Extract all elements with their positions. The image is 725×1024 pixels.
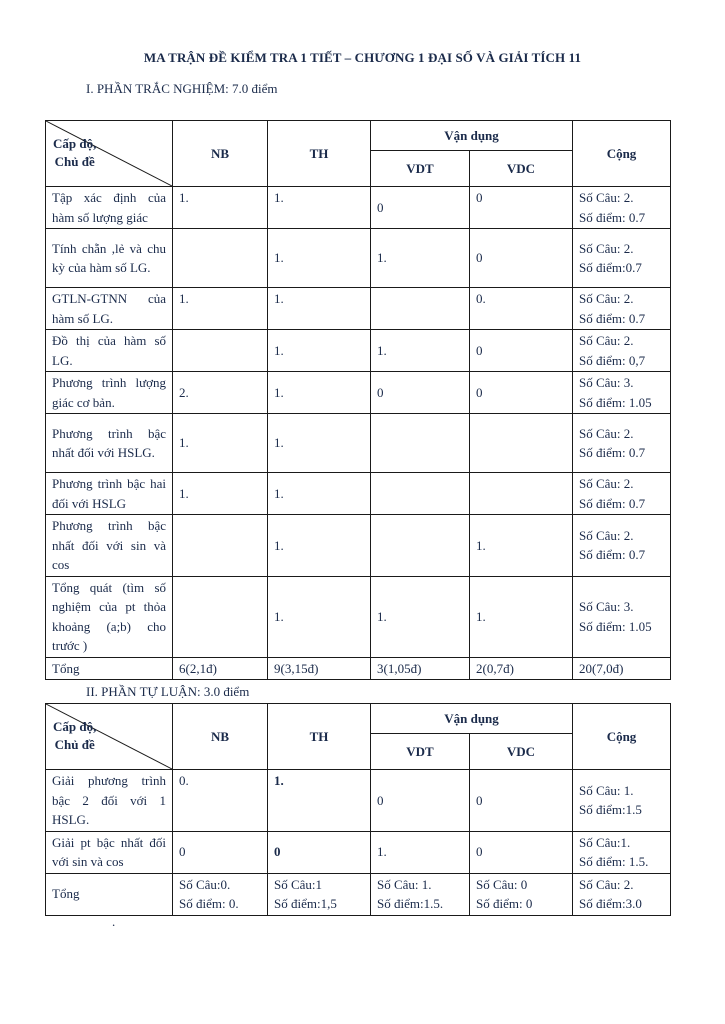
total-cong: [573, 873, 671, 915]
topic-cell: Đồ thị của hàm số LG.: [46, 330, 173, 372]
cong-cell: [573, 229, 671, 288]
cong-so-diem: Số điểm: 0.7: [579, 547, 646, 563]
th-cell: 1.: [268, 372, 371, 414]
total-vdt-cau: Số Câu: 1.: [377, 877, 432, 892]
header-nb: NB: [173, 704, 268, 770]
total-th: [268, 873, 371, 915]
cong-so-diem: Số điểm: 1.05: [579, 618, 652, 634]
part2-matrix-table: [45, 703, 671, 916]
cong-so-diem: Số điểm: 0,7: [579, 352, 646, 368]
table-row: [46, 330, 671, 372]
header-van-dung: Vận dụng: [371, 121, 573, 151]
nb-cell: 0: [173, 831, 268, 873]
vdt-cell: 0: [371, 372, 470, 414]
cong-so-diem: Số điểm: 0.7: [579, 495, 646, 511]
header-van-dung: Vận dụng: [371, 704, 573, 734]
vdt-cell: [371, 414, 470, 473]
cong-cell: [573, 770, 671, 832]
table-row: [46, 288, 671, 330]
nb-cell: 2.: [173, 372, 268, 414]
header-level-label: Cấp độ,: [53, 719, 97, 734]
topic-cell: Phương trình lượng giác cơ bản.: [46, 372, 173, 414]
nb-cell: 1.: [173, 473, 268, 515]
part1-total-row: [46, 657, 671, 680]
vdt-cell: [371, 473, 470, 515]
vdc-cell: 0: [470, 229, 573, 288]
cong-cell: [573, 330, 671, 372]
vdc-cell: 1.: [470, 576, 573, 657]
header-topic-label: Chủ đề: [54, 737, 95, 752]
nb-cell: [173, 330, 268, 372]
nb-cell: 1.: [173, 187, 268, 229]
vdc-cell: 0: [470, 187, 573, 229]
topic-cell: Phương trình bậc nhất đối với HSLG.: [46, 414, 173, 473]
vdt-cell: 0: [371, 770, 470, 832]
vdt-cell: 1.: [371, 330, 470, 372]
cong-cell: [573, 576, 671, 657]
nb-cell: [173, 515, 268, 577]
total-cong: 20(7,0đ): [573, 657, 671, 680]
topic-cell: Tập xác định của hàm số lượng giác: [46, 187, 173, 229]
cong-so-cau: Số Câu: 2.: [579, 240, 634, 256]
cong-so-cau: Số Câu: 2.: [579, 476, 634, 491]
cong-so-diem: Số điểm:1.5: [579, 802, 642, 818]
nb-cell: [173, 229, 268, 288]
cong-so-diem: Số điểm: 0.7: [579, 445, 646, 460]
table-row: [46, 414, 671, 473]
total-vdt: 3(1,05đ): [371, 657, 470, 680]
table-row: [46, 473, 671, 515]
th-cell: 1.: [268, 770, 371, 832]
th-cell: 1.: [268, 414, 371, 473]
cong-cell: [573, 414, 671, 473]
cong-cell: [573, 473, 671, 515]
header-vdt: VDT: [371, 734, 470, 770]
vdt-cell: 0: [371, 187, 470, 229]
topic-cell: Tổng quát (tìm số nghiệm của pt thỏa khoảng (a;b) cho trước ): [46, 576, 173, 657]
vdt-cell: [371, 288, 470, 330]
header-diagonal-cell: [46, 121, 173, 187]
header-diagonal-cell: [46, 704, 173, 770]
total-th-cau: Số Câu:1: [274, 877, 323, 892]
total-cong-diem: Số điểm:3.0: [579, 896, 642, 911]
vdc-cell: 0.: [470, 288, 573, 330]
table-row: [46, 576, 671, 657]
header-nb: NB: [173, 121, 268, 187]
cong-so-cau: Số Câu: 1.: [579, 782, 634, 798]
total-label: Tổng: [46, 873, 173, 915]
cong-so-diem: Số điểm: 0.7: [579, 310, 646, 326]
total-cong-cau: Số Câu: 2.: [579, 877, 634, 892]
vdc-cell: 0: [470, 831, 573, 873]
cong-so-cau: Số Câu: 2.: [579, 527, 634, 543]
topic-cell: Tính chẵn ,lẻ và chu kỳ của hàm số LG.: [46, 229, 173, 288]
topic-cell: Phương trình bậc hai đối với HSLG: [46, 473, 173, 515]
header-vdc: VDC: [470, 151, 573, 187]
vdt-cell: 1.: [371, 229, 470, 288]
vdt-cell: [371, 515, 470, 577]
th-cell: 1.: [268, 288, 371, 330]
vdc-cell: [470, 414, 573, 473]
part2-heading: II. PHẦN TỰ LUẬN: 3.0 điểm: [86, 684, 250, 699]
nb-cell: [173, 576, 268, 657]
total-vdc: 2(0,7đ): [470, 657, 573, 680]
total-th-diem: Số điểm:1,5: [274, 896, 337, 911]
table-row: [46, 372, 671, 414]
cong-so-diem: Số điểm: 1.05: [579, 394, 652, 410]
nb-cell: 1.: [173, 288, 268, 330]
vdc-cell: 0: [470, 330, 573, 372]
cong-cell: [573, 187, 671, 229]
th-cell: 1.: [268, 576, 371, 657]
total-vdt: [371, 873, 470, 915]
header-topic-label: Chủ đề: [54, 154, 95, 169]
cong-so-diem: Số điểm: 1.5.: [579, 854, 649, 869]
cong-so-cau: Số Câu: 3.: [579, 375, 634, 390]
table-row: [46, 831, 671, 873]
topic-cell: Giải phương trình bậc 2 đối với 1 HSLG.: [46, 770, 173, 832]
vdc-cell: 0: [470, 372, 573, 414]
nb-cell: 0.: [173, 770, 268, 832]
cong-cell: [573, 372, 671, 414]
total-nb: 6(2,1đ): [173, 657, 268, 680]
part1-heading: I. PHẦN TRẮC NGHIỆM: 7.0 điểm: [86, 81, 278, 96]
total-vdc: [470, 873, 573, 915]
header-cong: Cộng: [573, 121, 671, 187]
cong-so-cau: Số Câu: 2.: [579, 333, 634, 348]
total-vdt-diem: Số điểm:1.5.: [377, 896, 444, 911]
cong-cell: [573, 288, 671, 330]
header-th: TH: [268, 121, 371, 187]
cong-so-cau: Số Câu: 2.: [579, 291, 634, 306]
vdt-cell: 1.: [371, 576, 470, 657]
total-vdc-cau: Số Câu: 0: [476, 877, 528, 892]
header-vdc: VDC: [470, 734, 573, 770]
th-cell: 1.: [268, 229, 371, 288]
cong-so-cau: Số Câu:1.: [579, 834, 631, 850]
cong-so-diem: Số điểm: 0.7: [579, 209, 646, 225]
th-cell: 1.: [268, 515, 371, 577]
cong-cell: [573, 831, 671, 873]
vdc-cell: 0: [470, 770, 573, 832]
total-nb-cau: Số Câu:0.: [179, 877, 231, 892]
th-cell: 1.: [268, 187, 371, 229]
topic-cell: Giải pt bậc nhất đối với sin và cos: [46, 831, 173, 873]
nb-cell: 1.: [173, 414, 268, 473]
table-row: [46, 187, 671, 229]
part2-total-row: [46, 873, 671, 915]
vdt-cell: 1.: [371, 831, 470, 873]
page-title: MA TRẬN ĐỀ KIỂM TRA 1 TIẾT – CHƯƠNG 1 ĐẠI SỐ VÀ GIẢI TÍCH 11: [143, 50, 582, 65]
header-cong: Cộng: [573, 704, 671, 770]
vdc-cell: 1.: [470, 515, 573, 577]
total-nb-diem: Số điểm: 0.: [179, 896, 239, 911]
topic-cell: GTLN-GTNN của hàm số LG.: [46, 288, 173, 330]
table-row: [46, 229, 671, 288]
header-vdt: VDT: [371, 151, 470, 187]
total-label: Tổng: [46, 657, 173, 680]
th-cell: 1.: [268, 330, 371, 372]
header-th: TH: [268, 704, 371, 770]
cong-cell: [573, 515, 671, 577]
th-cell: 1.: [268, 473, 371, 515]
footer-dot: .: [112, 914, 116, 929]
header-level-label: Cấp độ,: [53, 136, 97, 151]
th-cell: 0: [268, 831, 371, 873]
cong-so-cau: Số Câu: 2.: [579, 425, 634, 441]
cong-so-cau: Số Câu: 3.: [579, 599, 634, 614]
cong-so-cau: Số Câu: 2.: [579, 190, 634, 205]
vdc-cell: [470, 473, 573, 515]
total-nb: [173, 873, 268, 915]
table-row: [46, 515, 671, 577]
total-vdc-diem: Số điểm: 0: [476, 896, 533, 911]
topic-cell: Phương trình bậc nhất đối với sin và cos: [46, 515, 173, 577]
total-th: 9(3,15đ): [268, 657, 371, 680]
table-row: [46, 770, 671, 832]
cong-so-diem: Số điểm:0.7: [579, 260, 642, 275]
part1-matrix-table: [45, 120, 671, 680]
